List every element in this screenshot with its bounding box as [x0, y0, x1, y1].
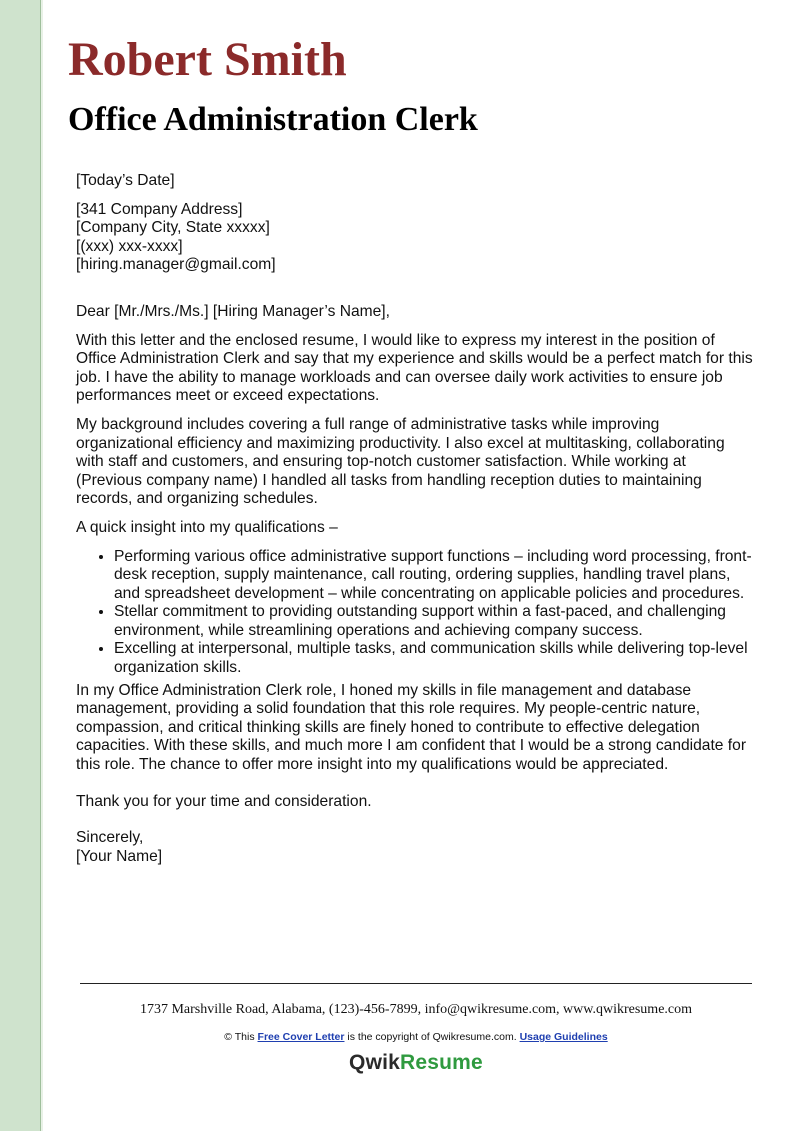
body-paragraph: In my Office Administration Clerk role, I honed my skills in file management and database management, providing a solid foundation that this role requires. My people-centric nature, compassion, and critical thinking skills are finely honed to contribute to effective delegation capacities. With these skills, and much more I am confident that I would be a strong candidate for this role. The chance to offer more insight into my qualifications would be appreciated.: [76, 681, 747, 774]
copyright-middle: is the copyright of Qwikresume.com.: [347, 1031, 517, 1043]
logo-part-qwik: Qwik: [349, 1051, 401, 1074]
qwikresume-logo[interactable]: [80, 1051, 752, 1075]
copyright-prefix: © This: [224, 1031, 255, 1043]
logo-part-resume: Resume: [400, 1051, 483, 1074]
list-item: • Excelling at interpersonal, multiple tasks, and communication skills while delivering top-level organization skills.: [114, 640, 756, 677]
body-paragraph: My background includes covering a full range of administrative tasks while improving organizational efficiency and maximizing productivity. I also excel at multitasking, collaborating with staff and customers, and ensuring top-notch customer satisfaction. While working at (Previous company name) I handled all tasks from handling reception duties to maintaining records, and organizing schedules.: [76, 415, 725, 508]
signoff: Sincerely,: [76, 829, 144, 847]
sidebar-edge: [41, 0, 43, 1131]
address-line: [Company City, State xxxxx]: [76, 219, 270, 237]
footer-divider: [80, 983, 752, 984]
address-line: [(xxx) xxx-xxxx]: [76, 237, 183, 255]
thanks-line: Thank you for your time and consideration.: [76, 792, 372, 810]
qualifications-intro: A quick insight into my qualifications –: [76, 518, 338, 536]
recipient-address: [76, 201, 756, 275]
job-title: Office Administration Clerk: [68, 101, 478, 138]
salutation: Dear [Mr./Mrs./Ms.] [Hiring Manager’s Name],: [76, 302, 390, 320]
footer-contact: 1737 Marshville Road, Alabama, (123)-456-7899, info@qwikresume.com, www.qwikresume.com: [139, 1002, 693, 1017]
signature: [Your Name]: [76, 847, 163, 865]
free-cover-letter-link[interactable]: Free Cover Letter: [257, 1031, 345, 1043]
letter-date: [Today’s Date]: [76, 172, 175, 189]
qualifications-list: [76, 548, 756, 678]
copyright-notice: [80, 1031, 752, 1043]
body-paragraph: With this letter and the enclosed resume, I would like to express my interest in the position of Office Administration Clerk and say that my experience and skills would be a perfect match for this job. I have the ability to manage workloads and can oversee daily work activities to ensure job performances meet or exceed expectations.: [76, 331, 753, 405]
decorative-sidebar: [0, 0, 41, 1131]
list-item: • Stellar commitment to providing outstanding support within a fast-paced, and challenging environment, while streamlining operations and achieving company success.: [114, 603, 756, 640]
applicant-name: Robert Smith: [68, 33, 347, 86]
letter-body: [76, 172, 756, 866]
address-line: [341 Company Address]: [76, 200, 243, 218]
address-line: [hiring.manager@gmail.com]: [76, 256, 276, 274]
usage-guidelines-link[interactable]: Usage Guidelines: [519, 1031, 608, 1043]
list-item: • Performing various office administrative support functions – including word processing, front-desk reception, supply maintenance, call routing, ordering supplies, handling travel plans, and spreadsheet development – while concentrating on applicable policies and procedures.: [114, 548, 756, 604]
